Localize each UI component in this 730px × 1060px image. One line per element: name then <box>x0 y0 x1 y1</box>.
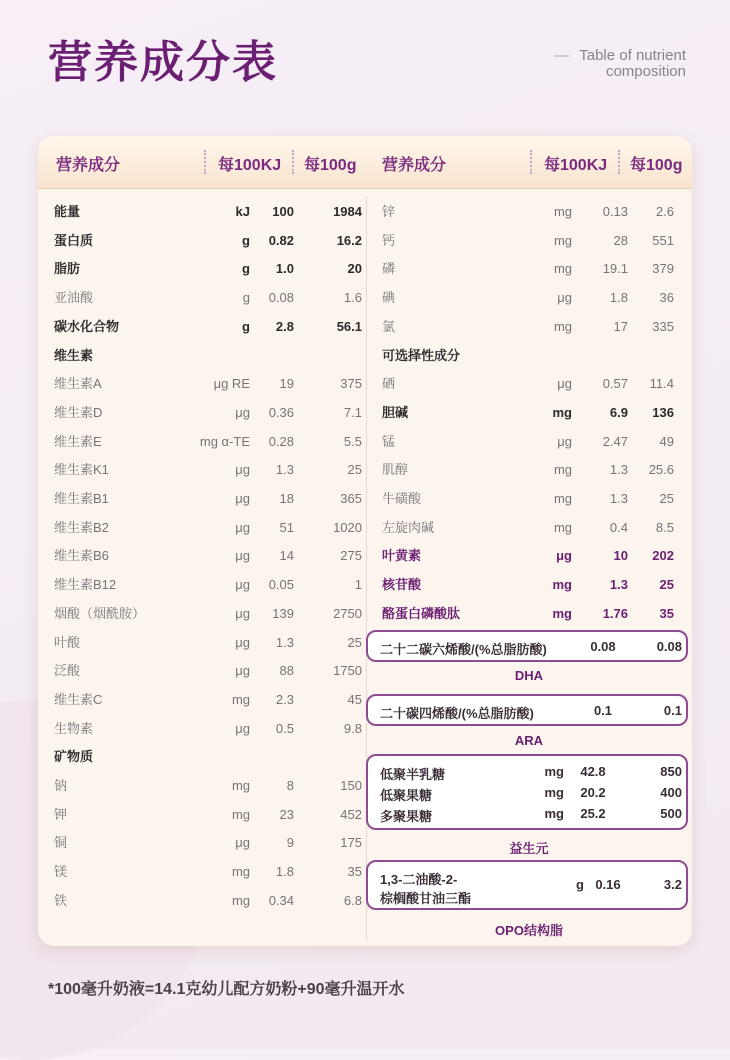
dha-name: 二十二碳六烯酸/(%总脂肪酸) <box>380 642 547 657</box>
opo-v1: 0.16 <box>595 877 621 892</box>
table-row <box>54 805 362 825</box>
table-row <box>54 317 362 337</box>
subtitle-dash: — <box>554 47 570 64</box>
table-row <box>382 202 678 222</box>
table-header <box>38 136 692 189</box>
nutrient-name: 维生素E <box>54 433 102 449</box>
nutrient-unit: mg <box>231 691 250 707</box>
dha-box <box>366 630 688 662</box>
value-per-100kj: 23 <box>279 806 294 822</box>
prebiotics-box <box>366 754 688 830</box>
nutrient-unit: g <box>242 290 250 306</box>
table-row <box>54 231 362 251</box>
nutrient-name: 维生素B2 <box>54 519 109 535</box>
table-row <box>382 575 678 595</box>
value-per-100g: 35 <box>347 864 362 880</box>
opo-box <box>366 860 688 910</box>
nutrient-name: 碘 <box>382 290 396 306</box>
prebiotic-v1: 25.2 <box>580 806 606 821</box>
table-row <box>54 575 362 595</box>
nutrient-name: 亚油酸 <box>54 290 94 306</box>
nutrient-unit: μg <box>235 548 250 564</box>
nutrient-unit: mg <box>553 462 572 478</box>
nutrient-unit: μg <box>557 433 572 449</box>
nutrient-name: 可选择性成分 <box>382 347 461 363</box>
value-per-100kj: 1.3 <box>275 634 294 650</box>
subtitle <box>554 48 686 80</box>
nutrient-name: 钾 <box>54 806 68 822</box>
nutrient-unit: μg <box>557 290 572 306</box>
value-per-100g: 5.5 <box>343 433 362 449</box>
page-title: 营养成分表 <box>48 38 278 87</box>
nutrient-name: 钠 <box>54 778 68 793</box>
value-per-100kj: 1.3 <box>275 462 294 478</box>
nutrient-unit: μg <box>235 663 250 679</box>
nutrient-name: 叶黄素 <box>382 548 422 564</box>
table-row <box>382 489 678 509</box>
value-per-100kj: 19 <box>279 376 294 392</box>
value-per-100kj: 2.8 <box>275 318 294 334</box>
value-per-100kj: 28 <box>613 232 628 248</box>
table-row <box>54 690 362 710</box>
header-divider <box>204 150 206 174</box>
nutrient-name: 烟酸（烟酰胺） <box>54 605 146 621</box>
value-per-100kj: 0.08 <box>268 290 294 306</box>
value-per-100g: 20 <box>347 261 362 277</box>
dha-v1: 0.08 <box>590 639 616 654</box>
nutrient-name: 锌 <box>382 204 396 219</box>
table-row <box>54 403 362 423</box>
nutrient-unit: mg <box>553 232 572 248</box>
value-per-100g: 8.5 <box>655 519 674 535</box>
nutrient-unit: g <box>242 232 250 248</box>
nutrition-card <box>38 136 692 946</box>
nutrient-unit: mg <box>553 491 572 506</box>
value-per-100kj: 0.13 <box>602 204 628 219</box>
nutrient-name: 维生素 <box>54 347 94 363</box>
opo-name-line2: 棕榈酸甘油三酯 <box>380 891 472 906</box>
nutrient-name: 核苷酸 <box>382 577 422 593</box>
header-per-g-left: 每100g <box>304 157 357 174</box>
value-per-100kj: 9 <box>286 835 294 851</box>
nutrient-name: 维生素B1 <box>54 491 109 506</box>
value-per-100g: 9.8 <box>343 720 362 736</box>
nutrient-unit: mg α-TE <box>199 433 250 449</box>
opo-caption: OPO结构脂 <box>495 923 563 938</box>
value-per-100g: 45 <box>347 691 362 707</box>
value-per-100g: 375 <box>340 376 362 392</box>
prebiotic-name: 低聚果糖 <box>380 788 433 803</box>
table-row <box>54 346 350 366</box>
value-per-100g: 275 <box>340 548 362 564</box>
nutrient-unit: μg <box>556 548 572 564</box>
nutrient-unit: μg <box>235 720 250 736</box>
nutrient-name: 钙 <box>382 232 396 248</box>
nutrient-unit: mg <box>552 404 572 420</box>
nutrient-name: 泛酸 <box>54 663 81 679</box>
ara-box <box>366 694 688 726</box>
prebiotic-v2: 850 <box>660 764 682 779</box>
value-per-100g: 16.2 <box>336 232 362 248</box>
subtitle-line1: Table of nutrient <box>579 47 686 64</box>
nutrient-unit: mg <box>552 605 572 621</box>
header-divider <box>618 150 620 174</box>
header-divider <box>292 150 294 174</box>
table-row <box>382 374 678 394</box>
prebiotic-name: 多聚果糖 <box>380 809 433 824</box>
table-row <box>54 460 362 480</box>
value-per-100g: 35 <box>659 605 674 621</box>
nutrient-name: 维生素B6 <box>54 548 109 564</box>
value-per-100kj: 19.1 <box>602 261 628 277</box>
header-per-kj-right: 每100KJ <box>544 157 608 174</box>
ara-name: 二十碳四烯酸/(%总脂肪酸) <box>380 706 534 721</box>
nutrient-name: 能量 <box>54 204 81 219</box>
ara-v1: 0.1 <box>593 703 613 718</box>
header-name-right: 营养成分 <box>382 157 447 174</box>
value-per-100g: 365 <box>340 491 362 506</box>
table-row <box>54 518 362 538</box>
nutrient-name: 蛋白质 <box>54 232 94 248</box>
nutrient-unit: mg <box>553 519 572 535</box>
nutrient-unit: μg <box>235 577 250 593</box>
nutrient-unit: μg <box>235 835 250 851</box>
nutrient-name: 左旋肉碱 <box>382 519 435 535</box>
nutrient-unit: μg <box>235 404 250 420</box>
value-per-100kj: 0.34 <box>268 892 294 908</box>
table-row <box>54 259 362 279</box>
nutrient-name: 维生素D <box>54 404 103 420</box>
table-row <box>54 374 362 394</box>
opo-name-line1: 1,3-二油酸-2- <box>380 872 458 887</box>
value-per-100kj: 2.3 <box>275 691 294 707</box>
value-per-100kj: 8 <box>286 778 294 793</box>
table-row <box>382 432 678 452</box>
prebiotic-unit: mg <box>544 764 564 779</box>
prebiotic-unit: mg <box>544 806 564 821</box>
value-per-100g: 1750 <box>333 663 362 679</box>
value-per-100kj: 0.5 <box>275 720 294 736</box>
value-per-100kj: 1.8 <box>275 864 294 880</box>
value-per-100g: 25 <box>659 491 674 506</box>
nutrient-name: 碳水化合物 <box>54 318 120 334</box>
value-per-100kj: 18 <box>279 491 294 506</box>
nutrient-name: 牛磺酸 <box>382 491 422 506</box>
nutrient-unit: mg <box>231 892 250 908</box>
value-per-100kj: 88 <box>279 663 294 679</box>
nutrient-name: 镁 <box>54 864 68 880</box>
nutrient-name: 锰 <box>382 433 396 449</box>
value-per-100kj: 139 <box>272 605 294 621</box>
ara-v2: 0.1 <box>663 703 682 718</box>
nutrient-unit: μg <box>557 376 572 392</box>
value-per-100g: 25 <box>347 634 362 650</box>
value-per-100g: 452 <box>340 806 362 822</box>
value-per-100kj: 6.9 <box>609 404 628 420</box>
table-row <box>54 432 362 452</box>
table-row <box>382 604 678 624</box>
table-row <box>54 202 362 222</box>
nutrient-unit: mg <box>231 864 250 880</box>
header-per-g-right: 每100g <box>630 157 683 174</box>
nutrient-unit: mg <box>552 577 572 593</box>
nutrient-unit: μg RE <box>213 376 250 392</box>
table-row <box>54 747 350 767</box>
nutrient-unit: mg <box>231 778 250 793</box>
nutrient-unit: g <box>242 318 250 334</box>
table-row <box>54 546 362 566</box>
prebiotic-unit: mg <box>544 785 564 800</box>
nutrient-name: 硒 <box>382 376 396 392</box>
nutrient-unit: μg <box>235 462 250 478</box>
value-per-100kj: 1.3 <box>609 577 628 593</box>
value-per-100g: 1.6 <box>343 290 362 306</box>
nutrient-name: 维生素C <box>54 691 103 707</box>
table-row <box>382 518 678 538</box>
nutrient-name: 矿物质 <box>54 749 94 765</box>
value-per-100kj: 0.4 <box>609 519 628 535</box>
value-per-100g: 25 <box>659 577 674 593</box>
table-row <box>54 604 362 624</box>
value-per-100kj: 2.47 <box>602 433 628 449</box>
value-per-100kj: 100 <box>272 204 294 219</box>
value-per-100kj: 1.76 <box>602 605 628 621</box>
nutrient-unit: mg <box>231 806 250 822</box>
nutrient-unit: kJ <box>235 204 250 219</box>
value-per-100g: 11.4 <box>649 376 674 392</box>
prebiotic-v2: 400 <box>660 785 682 800</box>
table-row <box>54 833 362 853</box>
value-per-100g: 1984 <box>333 204 362 219</box>
nutrient-unit: g <box>242 261 250 277</box>
value-per-100g: 36 <box>659 290 674 306</box>
value-per-100g: 551 <box>652 232 674 248</box>
value-per-100g: 1 <box>354 577 362 593</box>
table-row <box>54 891 362 911</box>
header-per-kj-left: 每100KJ <box>218 157 282 174</box>
nutrient-unit: μg <box>235 634 250 650</box>
prebiotic-v2: 500 <box>660 806 682 821</box>
column-divider <box>366 196 367 941</box>
ara-caption: ARA <box>514 733 544 748</box>
value-per-100kj: 14 <box>279 548 294 564</box>
value-per-100g: 2750 <box>333 605 362 621</box>
value-per-100kj: 1.8 <box>609 290 628 306</box>
opo-unit: g <box>576 877 584 892</box>
table-row <box>382 259 678 279</box>
value-per-100g: 49 <box>659 433 674 449</box>
value-per-100g: 6.8 <box>343 892 362 908</box>
nutrient-name: 维生素K1 <box>54 462 109 478</box>
table-row <box>382 231 678 251</box>
nutrient-name: 酪蛋白磷酸肽 <box>382 605 461 621</box>
value-per-100kj: 1.3 <box>609 491 628 506</box>
value-per-100kj: 51 <box>279 519 294 535</box>
nutrient-unit: μg <box>235 491 250 506</box>
value-per-100g: 150 <box>340 778 362 793</box>
value-per-100kj: 10 <box>613 548 628 564</box>
nutrient-name: 氯 <box>382 318 396 334</box>
value-per-100g: 136 <box>652 404 674 420</box>
nutrient-name: 叶酸 <box>54 634 81 650</box>
subtitle-line2: composition <box>605 63 686 80</box>
value-per-100kj: 0.05 <box>268 577 294 593</box>
nutrient-name: 磷 <box>382 261 396 277</box>
value-per-100g: 7.1 <box>343 404 362 420</box>
value-per-100g: 1020 <box>333 519 362 535</box>
value-per-100g: 25 <box>347 462 362 478</box>
nutrient-unit: μg <box>235 605 250 621</box>
value-per-100kj: 0.28 <box>268 433 294 449</box>
table-row <box>54 719 362 739</box>
nutrient-unit: μg <box>235 519 250 535</box>
value-per-100kj: 0.36 <box>268 404 294 420</box>
table-row <box>382 288 678 308</box>
table-row <box>54 862 362 882</box>
table-row <box>54 776 362 796</box>
table-row <box>54 633 362 653</box>
table-row <box>382 546 678 566</box>
value-per-100g: 175 <box>340 835 362 851</box>
table-row <box>382 403 678 423</box>
value-per-100kj: 1.3 <box>609 462 628 478</box>
table-row <box>54 489 362 509</box>
prebiotic-v1: 20.2 <box>580 785 606 800</box>
table-row <box>382 317 678 337</box>
nutrient-name: 维生素B12 <box>54 577 117 593</box>
prebiotic-name: 低聚半乳糖 <box>380 767 446 782</box>
value-per-100kj: 17 <box>613 318 628 334</box>
nutrient-unit: mg <box>553 318 572 334</box>
nutrient-name: 脂肪 <box>54 261 81 277</box>
value-per-100g: 202 <box>652 548 674 564</box>
prebiotics-caption: 益生元 <box>509 841 549 856</box>
dha-caption: DHA <box>514 668 544 683</box>
dha-v2: 0.08 <box>656 639 682 654</box>
nutrient-name: 维生素A <box>54 376 102 392</box>
nutrient-unit: mg <box>553 261 572 277</box>
header-divider <box>530 150 532 174</box>
value-per-100kj: 0.82 <box>268 232 294 248</box>
nutrient-unit: mg <box>553 204 572 219</box>
value-per-100g: 379 <box>652 261 674 277</box>
nutrient-name: 铜 <box>54 835 68 851</box>
prebiotic-v1: 42.8 <box>580 764 606 779</box>
value-per-100g: 2.6 <box>655 204 674 219</box>
table-row <box>382 460 678 480</box>
footnote: *100毫升奶液=14.1克幼儿配方奶粉+90毫升温开水 <box>48 981 405 998</box>
nutrient-name: 生物素 <box>54 720 94 736</box>
value-per-100g: 25.6 <box>648 462 674 478</box>
header-name-left: 营养成分 <box>56 157 121 174</box>
nutrient-name: 胆碱 <box>382 404 409 420</box>
table-row <box>382 346 678 366</box>
value-per-100g: 335 <box>652 318 674 334</box>
nutrient-name: 肌醇 <box>382 462 409 478</box>
table-row <box>54 661 362 681</box>
opo-v2: 3.2 <box>663 877 682 892</box>
table-row <box>54 288 362 308</box>
value-per-100g: 56.1 <box>336 318 362 334</box>
nutrient-name: 铁 <box>54 892 68 908</box>
value-per-100kj: 1.0 <box>275 261 294 277</box>
value-per-100kj: 0.57 <box>602 376 628 392</box>
